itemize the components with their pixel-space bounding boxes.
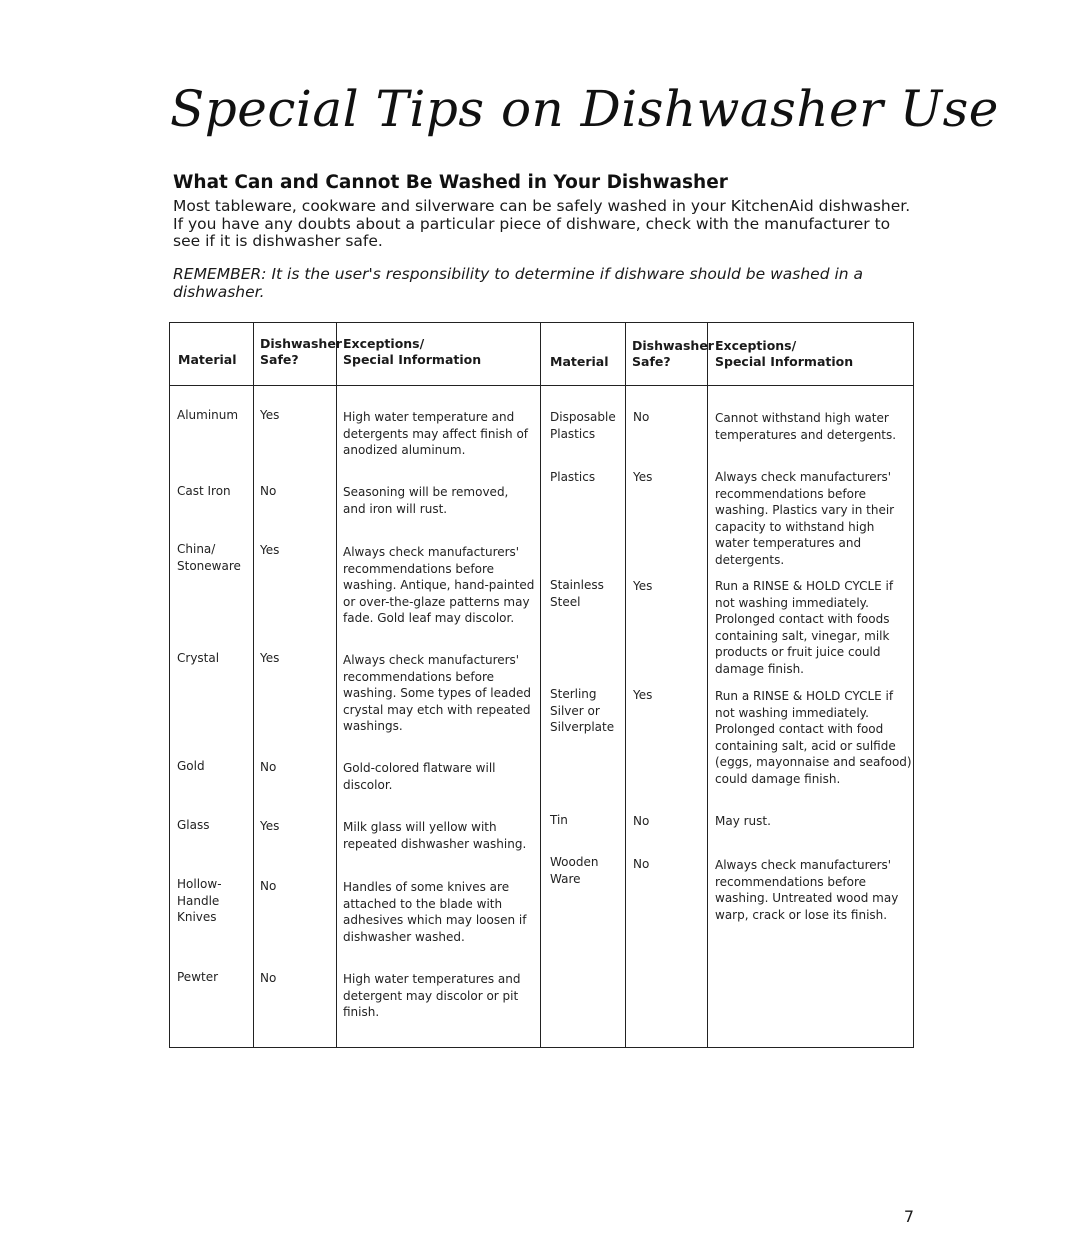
column-divider (625, 323, 626, 1047)
header-exceptions-left-line2: Special Information (343, 352, 482, 367)
page-number: 7 (903, 1207, 914, 1226)
right-row-sterling-info: Run a RINSE & HOLD CYCLE if not washing immediately. Prolonged contact with food containing salt, acid or sulfide (eggs, mayonnaise and seafood) could damage finish. (715, 689, 912, 786)
left-row-pewter-safe: No (260, 971, 277, 985)
left-row-china-info: Always check manufacturers' recommendations before washing. Antique, hand-painted or over-the-glaze patterns may fade. Gold leaf may discolor. (343, 545, 535, 625)
column-divider (336, 323, 337, 1047)
left-row-crystal-info: Always check manufacturers' recommendations before washing. Some types of leaded crystal may etch with repeated washings. (343, 653, 531, 733)
left-row-pewter-info: High water temperatures and detergent may discolor or pit finish. (343, 972, 521, 1019)
left-row-cast-iron-material: Cast Iron (177, 484, 231, 498)
page-title: Special Tips on Dishwasher Use (170, 80, 999, 138)
right-row-stainless-material: Stainless Steel (550, 578, 604, 609)
header-exceptions-right-line2: Special Information (715, 354, 854, 369)
intro-paragraph: Most tableware, cookware and silverware can be safely washed in your KitchenAid dishwasher. If you have any doubts about a particular piece of dishware, check with the manufacturer to see if it is dishwasher safe. (173, 197, 911, 250)
header-safe-right-line1: Dishwasher (632, 338, 714, 353)
left-row-aluminum-safe: Yes (260, 408, 280, 422)
left-row-gold-material: Gold (177, 759, 205, 773)
section-heading: What Can and Cannot Be Washed in Your Dishwasher (173, 172, 728, 193)
left-row-china-safe: Yes (260, 543, 280, 557)
header-material-right: Material (550, 354, 609, 369)
column-divider (253, 323, 254, 1047)
right-row-wooden-safe: No (633, 857, 650, 871)
left-row-crystal-material: Crystal (177, 651, 220, 665)
left-row-china-material: China/ Stoneware (177, 542, 241, 573)
right-row-tin-material: Tin (550, 813, 568, 827)
left-row-glass-safe: Yes (260, 819, 280, 833)
left-row-glass-material: Glass (177, 818, 210, 832)
right-row-wooden-material: Wooden Ware (550, 855, 599, 886)
right-row-tin-info: May rust. (715, 814, 771, 828)
remember-note: REMEMBER: It is the user's responsibility to determine if dishware should be washed in a dishwasher. (173, 265, 864, 301)
right-row-sterling-safe: Yes (633, 688, 653, 702)
header-safe-left-line2: Safe? (260, 352, 299, 367)
right-row-plastics-safe: Yes (633, 470, 653, 484)
left-row-glass-info: Milk glass will yellow with repeated dishwasher washing. (343, 820, 527, 851)
dishware-table (169, 322, 914, 1048)
left-row-gold-info: Gold-colored flatware will discolor. (343, 761, 496, 792)
column-divider (540, 323, 541, 1047)
left-row-aluminum-info: High water temperature and detergents may affect finish of anodized aluminum. (343, 410, 529, 457)
right-row-plastics-info: Always check manufacturers' recommendations before washing. Plastics vary in their capacity to withstand high water temperatures and detergents. (715, 470, 895, 567)
header-material-left: Material (178, 352, 237, 367)
right-row-disposable-safe: No (633, 410, 650, 424)
right-row-stainless-safe: Yes (633, 579, 653, 593)
left-row-gold-safe: No (260, 760, 277, 774)
column-divider (707, 323, 708, 1047)
left-row-cast-iron-safe: No (260, 484, 277, 498)
left-row-knives-safe: No (260, 879, 277, 893)
right-row-disposable-material: Disposable Plastics (550, 410, 616, 441)
left-row-aluminum-material: Aluminum (177, 408, 239, 422)
left-row-knives-info: Handles of some knives are attached to the blade with adhesives which may loosen if dishwasher washed. (343, 880, 527, 944)
header-exceptions-left-line1: Exceptions/ (343, 336, 425, 351)
right-row-tin-safe: No (633, 814, 650, 828)
left-row-cast-iron-info: Seasoning will be removed, and iron will rust. (343, 485, 509, 516)
right-row-stainless-info: Run a RINSE & HOLD CYCLE if not washing immediately. Prolonged contact with foods containing salt, vinegar, milk products or fruit juice could damage finish. (715, 579, 894, 676)
left-row-pewter-material: Pewter (177, 970, 219, 984)
header-safe-left-line1: Dishwasher (260, 336, 342, 351)
header-exceptions-right-line1: Exceptions/ (715, 338, 797, 353)
left-row-knives-material: Hollow-Handle Knives (177, 877, 222, 924)
right-row-disposable-info: Cannot withstand high water temperatures and detergents. (715, 411, 897, 442)
right-row-wooden-info: Always check manufacturers' recommendations before washing. Untreated wood may warp, crack or lose its finish. (715, 858, 899, 922)
right-row-sterling-material: Sterling Silver or Silverplate (550, 687, 615, 734)
left-row-crystal-safe: Yes (260, 651, 280, 665)
right-row-plastics-material: Plastics (550, 470, 596, 484)
header-safe-right-line2: Safe? (632, 354, 671, 369)
header-divider (170, 385, 913, 386)
